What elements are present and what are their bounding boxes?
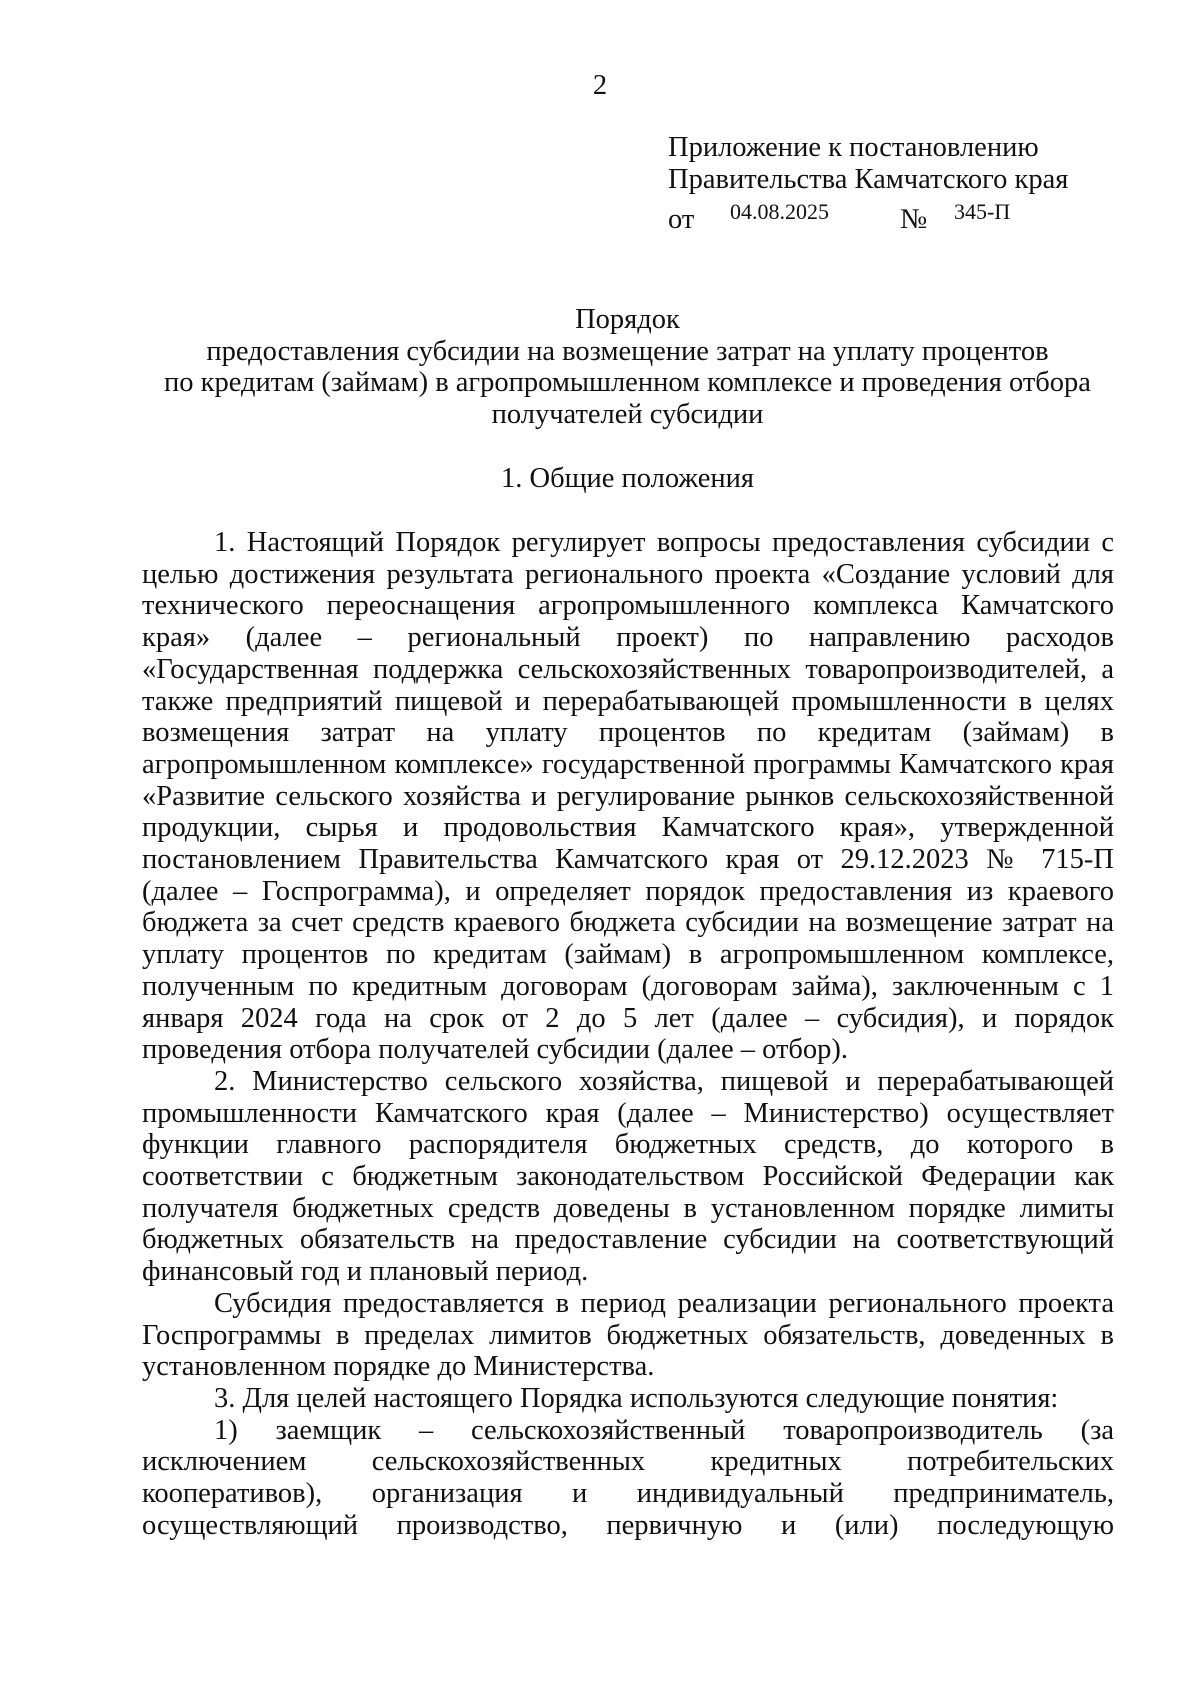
paragraph-3: Субсидия предоставляется в период реализации регионального проекта Госпрограммы в пределах лимитов бюджетных обязательств, доведенных в установленном порядке до Министерства.: [142, 1287, 1114, 1383]
title-line-3: получателей субсидии: [491, 398, 764, 430]
document-body: [142, 527, 1114, 1542]
appendix-header: [668, 132, 1069, 235]
paragraph-2: 2. Министерство сельского хозяйства, пищевой и перерабатывающей промышленности Камчатского края (далее – Министерство) осуществляет функции главного распорядителя бюджетных средств, до которого в соответствии с бюджетным законодательством Российской Федерации как получателя бюджетных средств доведены в установленном порядке лимиты бюджетных обязательств на предоставление субсидии на соответствующий финансовый год и плановый период.: [142, 1065, 1114, 1288]
paragraph-1: 1. Настоящий Порядок регулирует вопросы предоставления субсидии с целью достижения результата регионального проекта «Создание условий для технического переоснащения агропромышленного комплекса Камчатского края» (далее – региональный проект) по направлению расходов «Государственная поддержка сельскохозяйственных товаропроизводителей, а также предприятий пищевой и перерабатывающей промышленности в целях возмещения затрат на уплату процентов по кредитам (займам) в агропромышленном комплексе» государственной программы Камчатского края «Развитие сельского хозяйства и регулирование рынков сельскохозяйственной продукции, сырья и продовольствия Камчатского края», утвержденной постановлением Правительства Камчатского края от 29.12.2023 № 715-П (далее – Госпрограмма), и определяет порядок предоставления из краевого бюджета за счет средств краевого бюджета субсидии на возмещение затрат на уплату процентов по кредитам (займам) в агропромышленном комплексе, полученным по кредитным договорам (договорам займа), заключенным с 1 января 2024 года на срок от 2 до 5 лет (далее – субсидия), и порядок проведения отбора получателей субсидии (далее – отбор).: [142, 527, 1114, 1066]
page-number: 2: [592, 70, 608, 101]
number-sign: №: [900, 204, 928, 235]
appendix-line-1: Приложение к постановлению: [668, 132, 1039, 163]
date-prefix: от: [668, 204, 695, 235]
title-heading: Порядок: [575, 304, 680, 335]
appendix-date-line: [668, 196, 1068, 235]
resolution-number: 345-П: [954, 199, 1011, 224]
document-title: [140, 304, 1115, 430]
resolution-date: 04.08.2025: [730, 199, 829, 224]
paragraph-5: 1) заемщик – сельскохозяйственный товаропроизводитель (за исключением сельскохозяйственных кредитных потребительских кооперативов), организация и индивидуальный предприниматель, осуществляющий производство, первичную и (или) последующую: [142, 1414, 1114, 1541]
title-line-2: по кредитам (займам) в агропромышленном комплексе и проведения отбора: [164, 367, 1091, 398]
paragraph-4: 3. Для целей настоящего Порядка используются следующие понятия:: [214, 1382, 1059, 1414]
title-line-1: предоставления субсидии на возмещение затрат на уплату процентов: [206, 335, 1049, 367]
section-heading: 1. Общие положения: [500, 463, 755, 494]
appendix-line-2: Правительства Камчатского края: [668, 164, 1069, 195]
